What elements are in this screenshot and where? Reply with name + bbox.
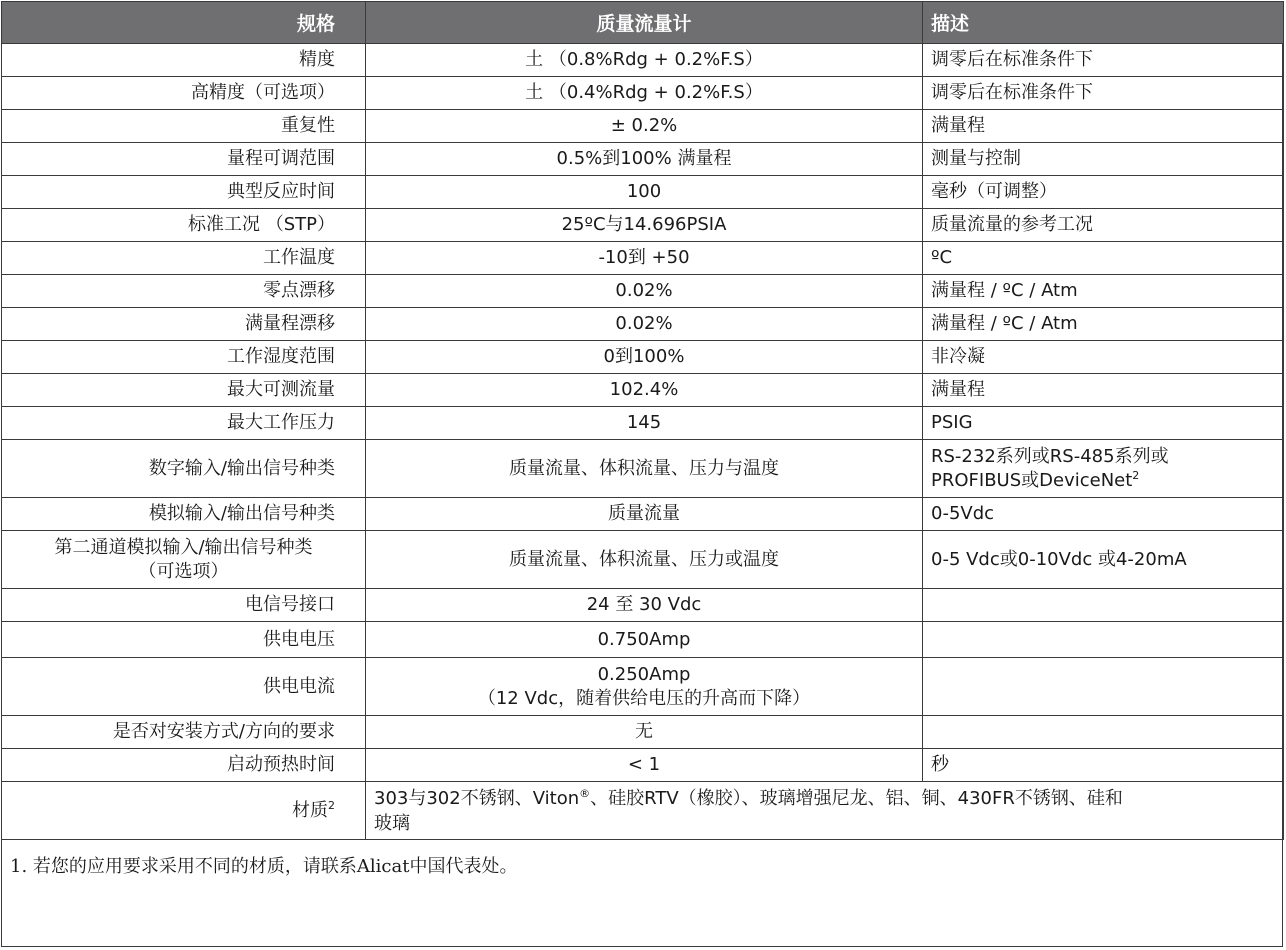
table-row: [2, 498, 1284, 531]
value-cell: 无: [366, 716, 923, 749]
desc-cell: 满量程: [923, 110, 1284, 143]
desc-line: PROFIBUS或DeviceNet: [931, 469, 1133, 491]
value-cell: 质量流量: [366, 498, 923, 531]
table-row: [2, 242, 1284, 275]
value-cell: 质量流量、体积流量、压力或温度: [366, 531, 923, 589]
value-cell: < 1: [366, 749, 923, 782]
spec-cell: 重复性: [2, 110, 366, 143]
spec-cell: 高精度（可选项）: [2, 77, 366, 110]
table-row: [2, 589, 1284, 622]
desc-cell: [923, 589, 1284, 622]
desc-cell: 调零后在标准条件下: [923, 77, 1284, 110]
value-cell: 24 至 30 Vdc: [366, 589, 923, 622]
value-cell: [366, 658, 923, 716]
table-row: [2, 209, 1284, 242]
spec-cell: 工作温度: [2, 242, 366, 275]
table-row: [2, 308, 1284, 341]
spec-cell: [2, 531, 366, 589]
value-cell: 土 （0.4%Rdg + 0.2%F.S）: [366, 77, 923, 110]
value-cell: 0.5%到100% 满量程: [366, 143, 923, 176]
table-row: [2, 77, 1284, 110]
desc-cell: 调零后在标准条件下: [923, 44, 1284, 77]
table-row: [2, 531, 1284, 589]
table-row: [2, 110, 1284, 143]
spec-label: 材质: [292, 799, 328, 821]
spec-line: （可选项）: [138, 560, 229, 582]
spec-cell: 启动预热时间: [2, 749, 366, 782]
spec-cell: 工作湿度范围: [2, 341, 366, 374]
desc-cell: [923, 622, 1284, 658]
table-row: [2, 716, 1284, 749]
material-text: 、硅胶RTV（橡胶）、玻璃增强尼龙、铝、铜、430FR不锈钢、硅和: [590, 787, 1123, 809]
value-cell: -10到 +50: [366, 242, 923, 275]
desc-cell: 满量程 / ºC / Atm: [923, 308, 1284, 341]
desc-cell: [923, 440, 1284, 498]
table-row: [2, 341, 1284, 374]
desc-cell: 测量与控制: [923, 143, 1284, 176]
header-desc: 描述: [923, 2, 1284, 44]
spec-table: [1, 1, 1284, 840]
spec-line: 第二通道模拟输入/输出信号种类: [54, 536, 313, 558]
table-row: [2, 44, 1284, 77]
spec-cell: [2, 782, 366, 840]
spec-cell: 精度: [2, 44, 366, 77]
spec-cell: 零点漂移: [2, 275, 366, 308]
desc-cell: 0-5 Vdc或0-10Vdc 或4-20mA: [923, 531, 1284, 589]
material-text: 303与302不锈钢、Viton: [374, 787, 580, 809]
table-row: [2, 749, 1284, 782]
value-cell: 0到100%: [366, 341, 923, 374]
desc-cell: ºC: [923, 242, 1284, 275]
footnote: 1. 若您的应用要求采用不同的材质，请联系Alicat中国代表处。: [1, 838, 1283, 947]
desc-cell: [923, 658, 1284, 716]
spec-cell: 最大可测流量: [2, 374, 366, 407]
value-cell: 100: [366, 176, 923, 209]
header-spec: 规格: [2, 2, 366, 44]
value-cell: ± 0.2%: [366, 110, 923, 143]
header-value: 质量流量计: [366, 2, 923, 44]
value-cell: 0.02%: [366, 275, 923, 308]
desc-cell: PSIG: [923, 407, 1284, 440]
desc-cell: 非冷凝: [923, 341, 1284, 374]
spec-cell: 量程可调范围: [2, 143, 366, 176]
spec-cell: 供电电流: [2, 658, 366, 716]
desc-cell: [923, 716, 1284, 749]
spec-cell: 满量程漂移: [2, 308, 366, 341]
spec-cell: 供电电压: [2, 622, 366, 658]
desc-cell: 满量程: [923, 374, 1284, 407]
value-cell: 土 （0.8%Rdg + 0.2%F.S）: [366, 44, 923, 77]
spec-cell: 数字输入/输出信号种类: [2, 440, 366, 498]
material-text: 玻璃: [374, 812, 410, 834]
value-line: （12 Vdc，随着供给电压的升高而下降）: [477, 687, 811, 709]
value-cell: 145: [366, 407, 923, 440]
material-cell: [366, 782, 1284, 840]
spec-cell: 电信号接口: [2, 589, 366, 622]
table-row: [2, 407, 1284, 440]
value-cell: 0.02%: [366, 308, 923, 341]
spec-cell: 模拟输入/输出信号种类: [2, 498, 366, 531]
desc-cell: 毫秒（可调整）: [923, 176, 1284, 209]
footnote-mark: 2: [328, 798, 335, 812]
desc-cell: 质量流量的参考工况: [923, 209, 1284, 242]
footnote-mark: 2: [1132, 468, 1140, 482]
value-cell: 0.750Amp: [366, 622, 923, 658]
desc-cell: 0-5Vdc: [923, 498, 1284, 531]
table-row: [2, 143, 1284, 176]
table-row: [2, 275, 1284, 308]
table-row: [2, 440, 1284, 498]
spec-cell: 是否对安装方式/方向的要求: [2, 716, 366, 749]
spec-cell: 标准工况 （STP）: [2, 209, 366, 242]
desc-cell: 满量程 / ºC / Atm: [923, 275, 1284, 308]
table-row: [2, 782, 1284, 840]
table-row: [2, 658, 1284, 716]
value-cell: 25ºC与14.696PSIA: [366, 209, 923, 242]
desc-cell: 秒: [923, 749, 1284, 782]
spec-cell: 典型反应时间: [2, 176, 366, 209]
spec-cell: 最大工作压力: [2, 407, 366, 440]
value-line: 0.250Amp: [597, 663, 691, 685]
table-row: [2, 176, 1284, 209]
table-row: [2, 622, 1284, 658]
value-cell: 质量流量、体积流量、压力与温度: [366, 440, 923, 498]
table-row: [2, 374, 1284, 407]
value-cell: 102.4%: [366, 374, 923, 407]
registered-mark: ®: [579, 786, 591, 800]
header-row: [2, 2, 1284, 44]
desc-line: RS-232系列或RS-485系列或: [931, 445, 1169, 467]
